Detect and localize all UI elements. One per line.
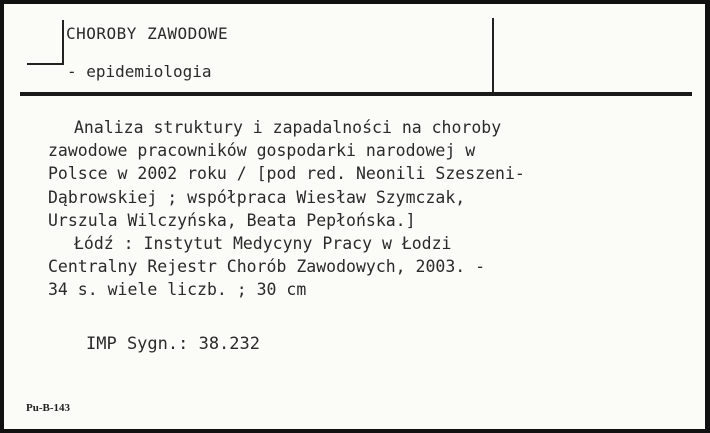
scan-border-right — [705, 0, 710, 433]
header-bracket-vertical — [62, 20, 64, 65]
description-line: zawodowe pracowników gospodarki narodowej w — [48, 141, 476, 161]
description-line: Polsce w 2002 roku / [pod red. Neonili Szeszeni- — [48, 164, 525, 184]
header-divider-right — [492, 18, 494, 94]
subject-subheading: - epidemiologia — [67, 62, 212, 81]
header-bracket-horizontal — [27, 63, 64, 65]
call-number: IMP Sygn.: 38.232 — [86, 334, 260, 354]
description-line: Urszula Wilczyńska, Beata Pepłońska.] — [48, 210, 416, 230]
description-line: Dąbrowskiej ; współpraca Wiesław Szymczak, — [48, 187, 466, 207]
subject-heading: CHOROBY ZAWODOWE — [66, 24, 229, 43]
header-rule — [20, 92, 692, 96]
bibliographic-description — [48, 116, 525, 302]
scan-border-top — [0, 0, 710, 4]
scan-border-left — [0, 0, 4, 433]
description-line: Centralny Rejestr Chorób Zawodowych, 2003. - — [48, 257, 486, 277]
description-line: 34 s. wiele liczb. ; 30 cm — [48, 280, 307, 300]
scan-border-bottom — [0, 429, 710, 433]
card-code: Pu-B-143 — [26, 402, 70, 414]
description-line: Analiza struktury i zapadalności na choroby — [74, 118, 502, 137]
description-line: Łódź : Instytut Medycyny Pracy w Łodzi — [74, 234, 452, 254]
